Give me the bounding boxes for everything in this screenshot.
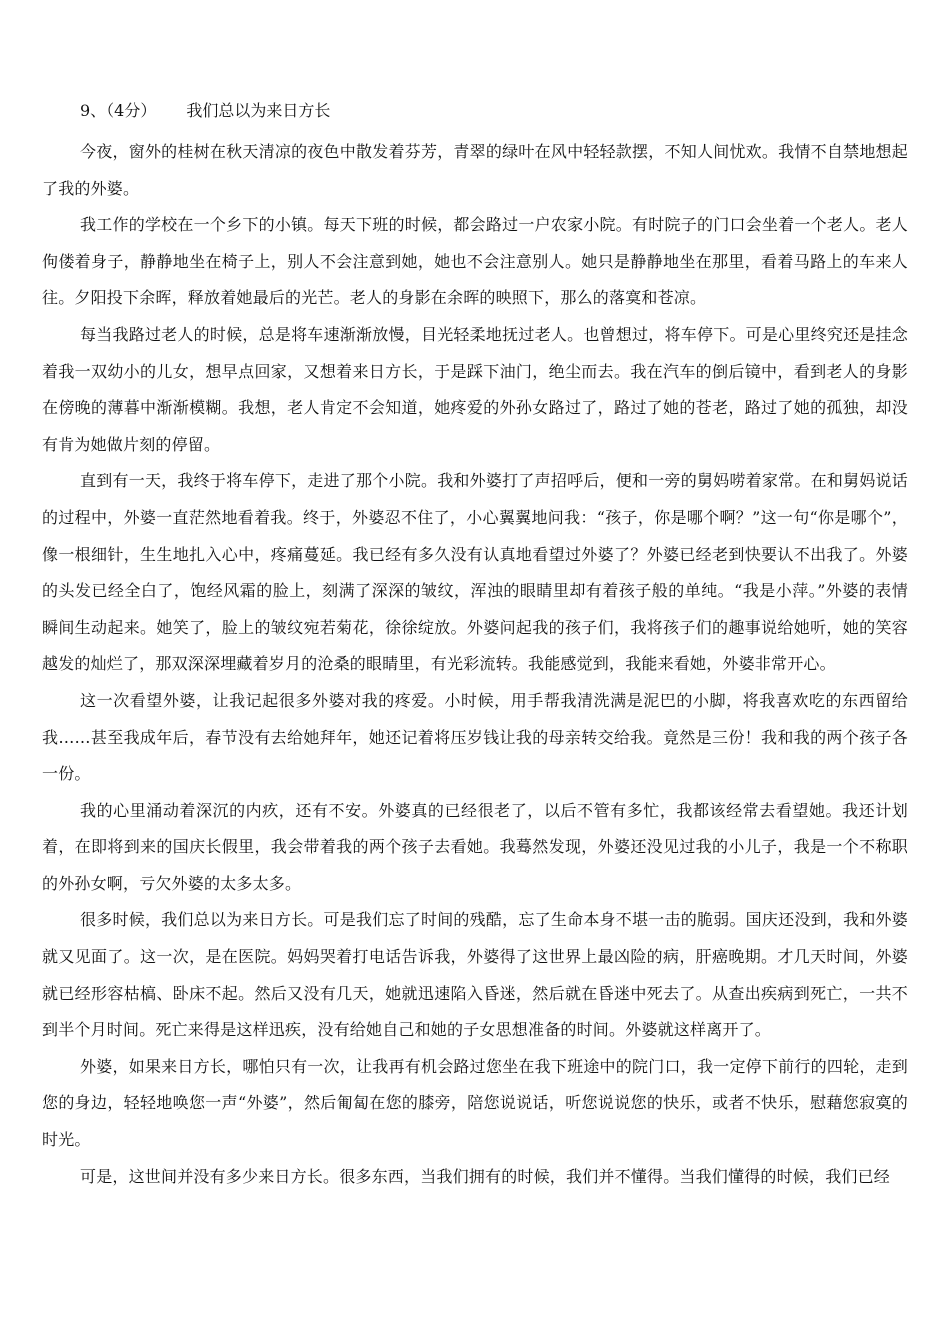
paragraph-9: 可是，这世间并没有多少来日方长。很多东西，当我们拥有的时候，我们并不懂得。当我们懂得的时候，我们已经 [80,1166,891,1186]
paragraph-8: 外婆，如果来日方长，哪怕只有一次，让我再有机会路过您坐在我下班途中的院门口，我一定停下前行的四轮，走到您的身边，轻轻地唤您一声“外婆”，然后匍匐在您的膝旁，陪您说说话，听您说说您的快乐，或者不快乐，慰藉您寂寞的时光。 [42,1056,908,1150]
paragraph-6: 我的心里涌动着深沉的内疚，还有不安。外婆真的已经很老了，以后不管有多忙，我都该经常去看望她。我还计划着，在即将到来的国庆长假里，我会带着我的两个孩子去看她。我蓦然发现，外婆还没见过我的小儿子，我是一个不称职的外孙女啊，亏欠外婆的太多太多。 [42,800,908,893]
question-heading [42,97,908,125]
paragraph-3: 每当我路过老人的时候，总是将车速渐渐放慢，目光轻柔地抚过老人。也曾想过，将车停下。可是心里终究还是挂念着我一双幼小的儿女，想早点回家，又想着来日方长，于是踩下油门，绝尘而去。我在汽车的倒后镜中，看到老人的身影在傍晚的薄暮中渐渐模糊。我想，老人肯定不会知道，她疼爱的外孙女路过了，路过了她的苍老，路过了她的孤独，却没有肯为她做片刻的停留。 [42,324,908,454]
paragraph-1: 今夜，窗外的桂树在秋天清凉的夜色中散发着芬芳，青翠的绿叶在风中轻轻款摆，不知人间忧欢。我情不自禁地想起了我的外婆。 [42,142,908,198]
paragraph-4: 直到有一天，我终于将车停下，走进了那个小院。我和外婆打了声招呼后，便和一旁的舅妈唠着家常。在和舅妈说话的过程中，外婆一直茫然地看着我。终于，外婆忍不住了，小心翼翼地问我：“孩子，你是哪个啊？”这一句“你是哪个”，像一根细针，生生地扎入心中，疼痛蔓延。我已经有多久没有认真地看望过外婆了？外婆已经老到快要认不出我了。外婆的头发已经全白了，饱经风霜的脸上，刻满了深深的皱纹，浑浊的眼睛里却有着孩子般的单纯。“我是小萍。”外婆的表情瞬间生动起来。她笑了，脸上的皱纹宛若菊花，徐徐绽放。外婆问起我的孩子们，我将孩子们的趣事说给她听，她的笑容越发的灿烂了，那双深深埋藏着岁月的沧桑的眼睛里，有光彩流转。我能感觉到，我能来看她，外婆非常开心。 [42,471,908,674]
question-number: 9、（4分） [80,101,157,120]
article-title: 我们总以为来日方长 [186,101,331,120]
article-body [42,97,908,1195]
paragraph-2: 我工作的学校在一个乡下的小镇。每天下班的时候，都会路过一户农家小院。有时院子的门口会坐着一个老人。老人佝偻着身子，静静地坐在椅子上，别人不会注意到她，她也不会注意别人。她只是静静地坐在那里，看着马路上的车来人往。夕阳投下余晖，释放着她最后的光芒。老人的身影在余晖的映照下，那么的落寞和苍凉。 [42,215,908,308]
paragraph-7: 很多时候，我们总以为来日方长。可是我们忘了时间的残酷，忘了生命本身不堪一击的脆弱。国庆还没到，我和外婆就又见面了。这一次，是在医院。妈妈哭着打电话告诉我，外婆得了这世界上最凶险的病，肝癌晚期。才几天时间，外婆就已经形容枯槁、卧床不起。然后又没有几天，她就迅速陷入昏迷，然后就在昏迷中死去了。从查出疾病到死亡，一共不到半个月时间。死亡来得是这样迅疾，没有给她自己和她的子女思想准备的时间。外婆就这样离开了。 [42,910,908,1040]
paragraph-5: 这一次看望外婆，让我记起很多外婆对我的疼爱。小时候，用手帮我清洗满是泥巴的小脚，将我喜欢吃的东西留给我……甚至我成年后，春节没有去给她拜年，她还记着将压岁钱让我的母亲转交给我。竟然是三份！我和我的两个孩子各一份。 [42,690,908,784]
